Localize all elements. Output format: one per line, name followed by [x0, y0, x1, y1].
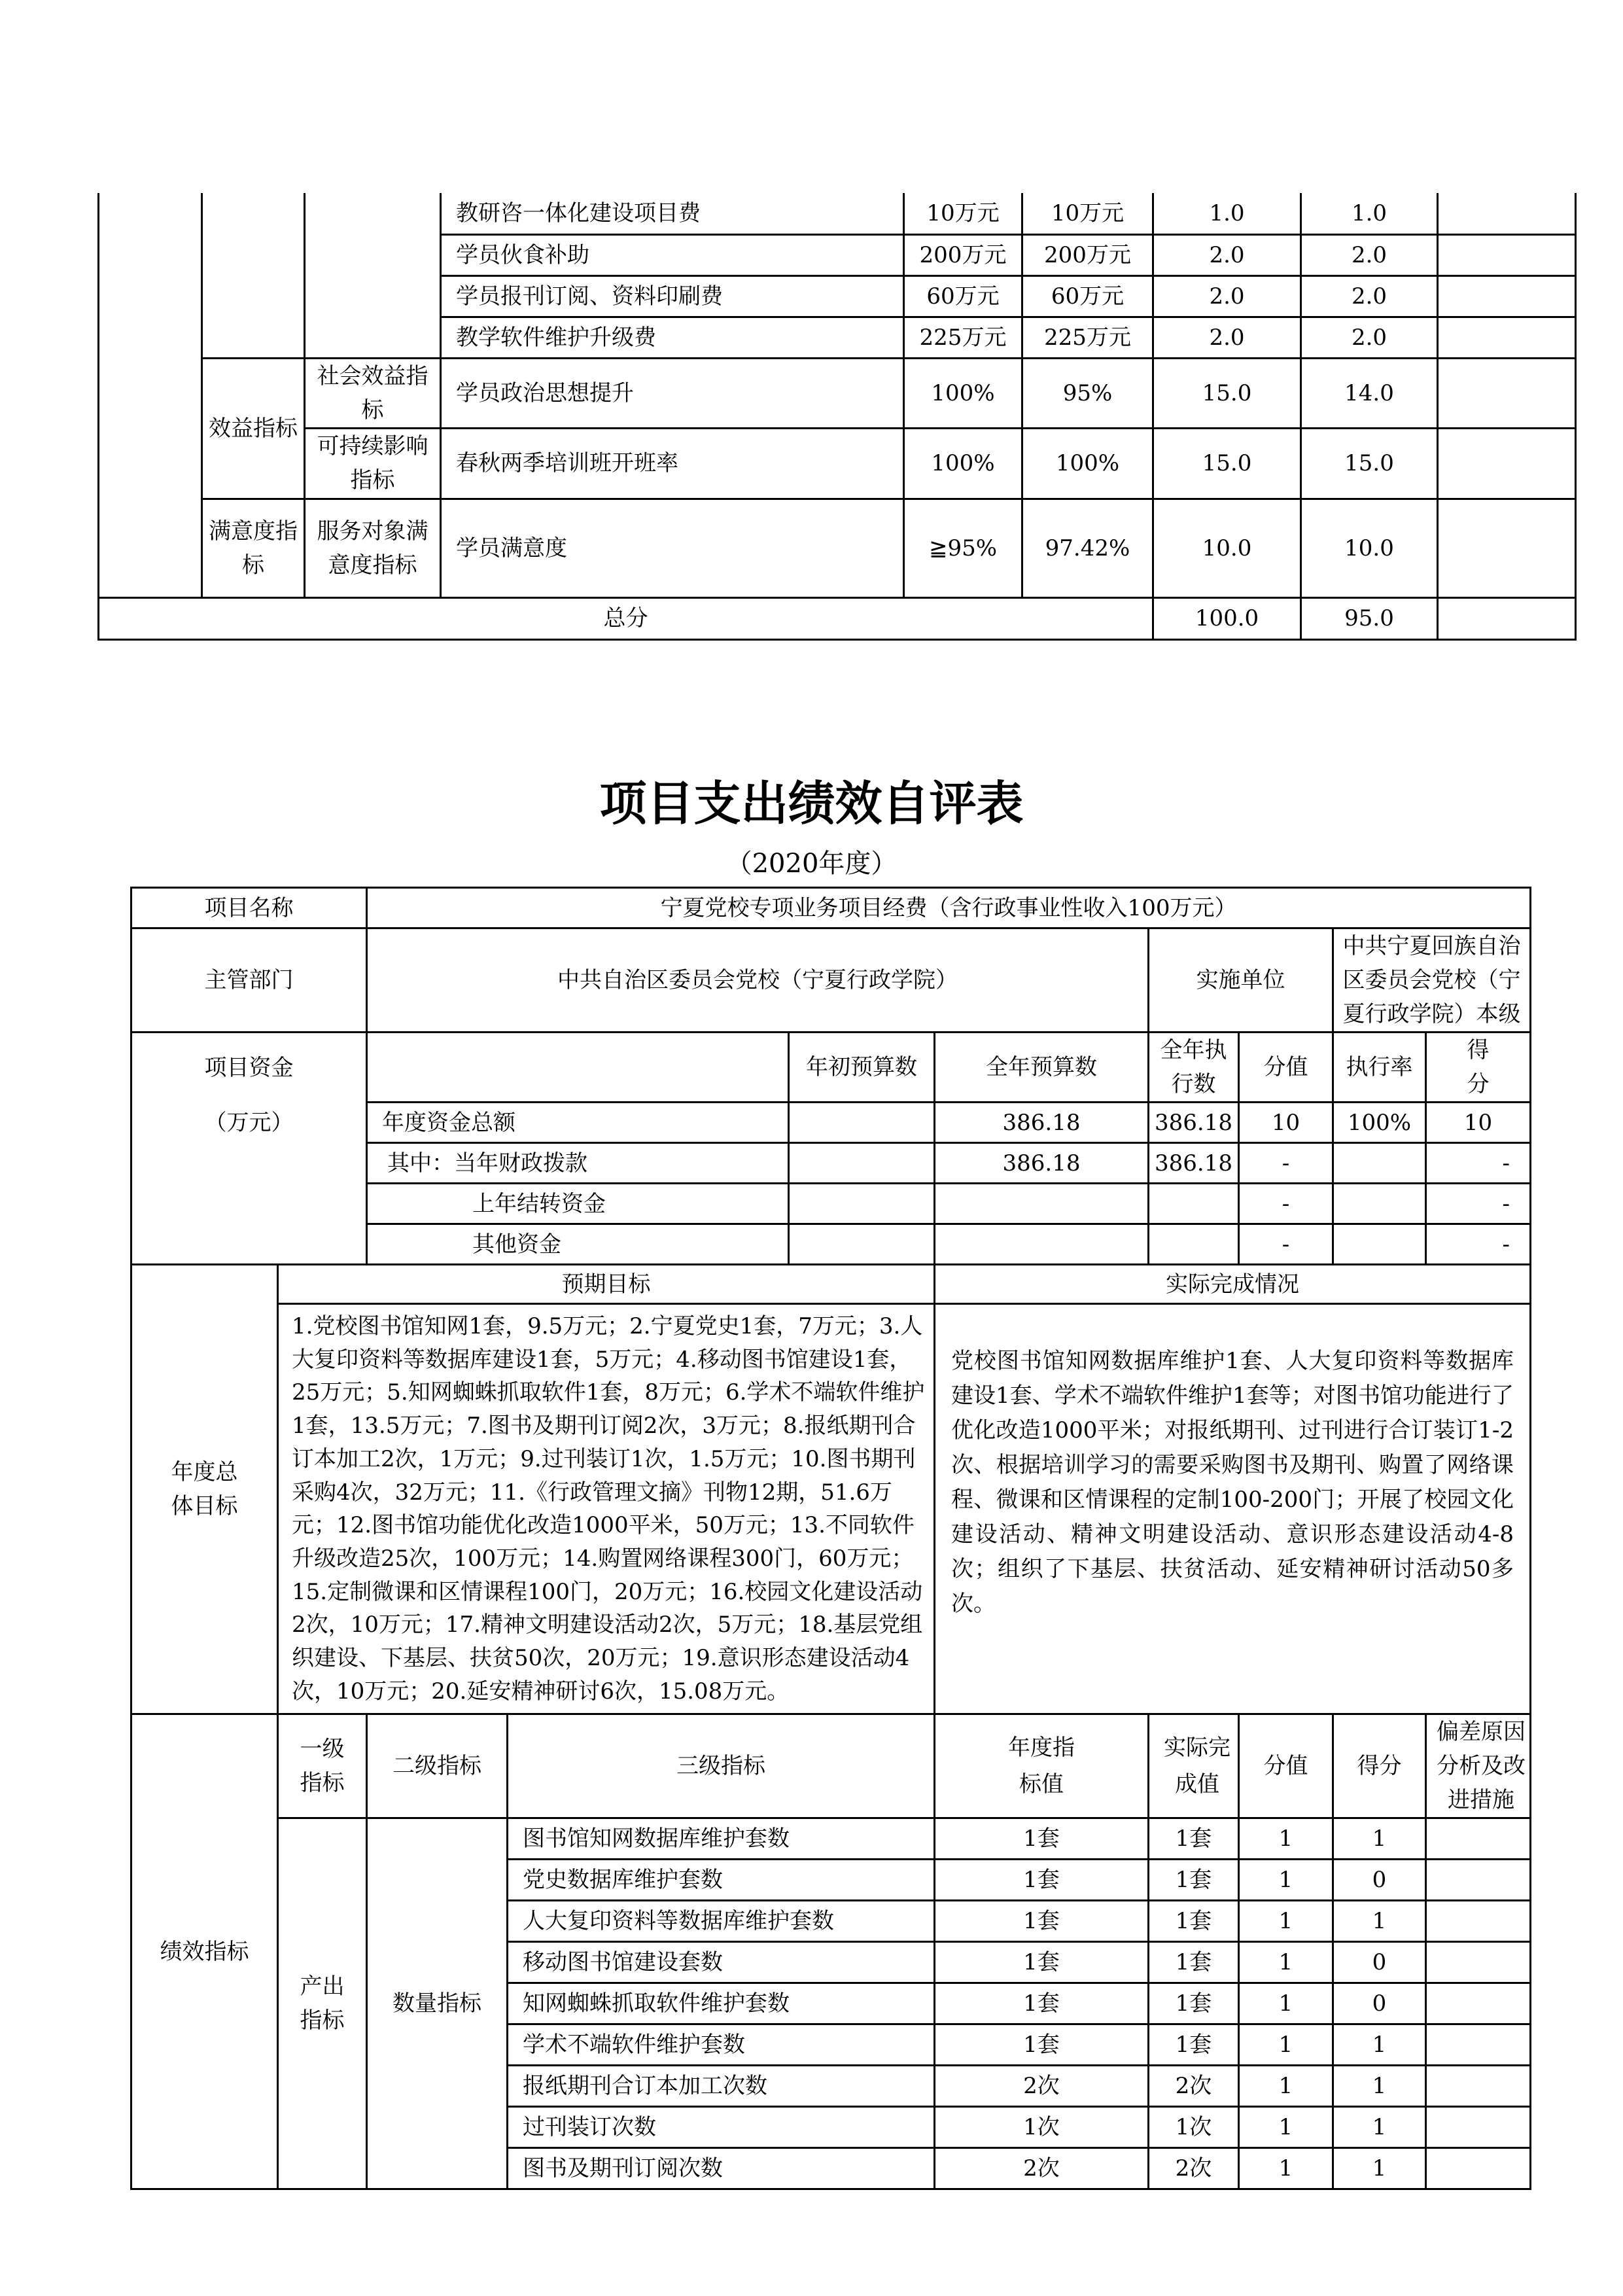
indicator-name: 学员报刊订阅、资料印刷费: [441, 275, 904, 317]
actual-value: 97.42%: [1022, 499, 1153, 597]
level3-group-cell: [305, 193, 441, 358]
perf-weight: 1: [1239, 1983, 1333, 2024]
level1-cell: [99, 193, 202, 597]
funds-rate: [1333, 1224, 1426, 1265]
funds-score-header: [1426, 1033, 1531, 1103]
funds-row-label: 其中：当年财政拨款: [367, 1143, 789, 1184]
perf-actual: 1次: [1149, 2107, 1239, 2148]
perf-target: 1次: [935, 2107, 1149, 2148]
indicator-name: 教学软件维护升级费: [441, 317, 904, 358]
perf-weight: 1: [1239, 1942, 1333, 1983]
level1-header: [278, 1714, 367, 1818]
weight-value: 2.0: [1153, 317, 1301, 358]
project-name-label: 项目名称: [131, 888, 367, 928]
actual-value-header: [1149, 1714, 1239, 1818]
total-label: 总分: [99, 597, 1153, 639]
funds-weight: -: [1239, 1184, 1333, 1224]
analysis-cell: [1438, 428, 1576, 499]
actual-value: 60万元: [1022, 275, 1153, 317]
weight-value: 2.0: [1153, 275, 1301, 317]
indicator-name: 学员满意度: [441, 499, 904, 597]
perf-weight: 1: [1239, 2066, 1333, 2107]
perf-actual: 1套: [1149, 1860, 1239, 1901]
executed-header: 全年执行数: [1149, 1033, 1239, 1103]
target-value: 225万元: [904, 317, 1022, 358]
project-funds-unit: （万元）: [204, 1110, 294, 1136]
perf-score: 0: [1333, 1860, 1426, 1901]
perf-weight-header: 分值: [1239, 1714, 1333, 1818]
funds-rate: [1333, 1184, 1426, 1224]
perf-target: 2次: [935, 2066, 1149, 2107]
funds-weight: -: [1239, 1224, 1333, 1265]
annual-target-header-text: 年度指标值: [1008, 1735, 1075, 1798]
implementing-unit-label: 实施单位: [1149, 928, 1333, 1033]
output-indicator-text: 产出指标: [300, 1973, 345, 2034]
perf-target: 1套: [935, 1983, 1149, 2024]
perf-weight: 1: [1239, 1901, 1333, 1942]
actual-value-header-text: 实际完成值: [1164, 1735, 1230, 1798]
actual-value: 100%: [1022, 428, 1153, 499]
weight-value: 10.0: [1153, 499, 1301, 597]
perf-target: 1套: [935, 2024, 1149, 2066]
weight-value: 15.0: [1153, 428, 1301, 499]
actual-value: 95%: [1022, 358, 1153, 428]
score-value: 15.0: [1301, 428, 1438, 499]
implementing-unit-value: 中共宁夏回族自治区委员会党校（宁夏行政学院）本级: [1333, 928, 1531, 1033]
funds-weight: -: [1239, 1143, 1333, 1184]
actual-value: 10万元: [1022, 193, 1153, 234]
analysis-cell: [1438, 317, 1576, 358]
expected-goal-header: 预期目标: [278, 1265, 935, 1304]
perf-analysis: [1426, 1983, 1531, 2024]
annual-goal-text: 年度总体目标: [171, 1459, 238, 1520]
actual-completion-header: 实际完成情况: [935, 1265, 1531, 1304]
performance-indicator-label: 绩效指标: [131, 1714, 278, 2189]
perf-indicator-name: 学术不端软件维护套数: [508, 2024, 935, 2066]
total-weight: 100.0: [1153, 597, 1301, 639]
perf-score: 1: [1333, 2107, 1426, 2148]
perf-analysis: [1426, 1942, 1531, 1983]
perf-actual: 1套: [1149, 2024, 1239, 2066]
satisfaction-indicator-label: 满意度指标: [202, 499, 305, 597]
funds-initial: [789, 1143, 935, 1184]
funds-row-label-header: [367, 1033, 789, 1103]
funds-initial: [789, 1184, 935, 1224]
funds-executed: 386.18: [1149, 1103, 1239, 1143]
perf-analysis: [1426, 2148, 1531, 2189]
perf-score: 0: [1333, 1983, 1426, 2024]
perf-actual: 2次: [1149, 2148, 1239, 2189]
weight-value: 15.0: [1153, 358, 1301, 428]
perf-actual: 2次: [1149, 2066, 1239, 2107]
project-funds-title: 项目资金: [204, 1055, 294, 1081]
actual-completion-text: 党校图书馆知网数据库维护1套、人大复印资料等数据库建设1套、学术不端软件维护1套等；对图书馆功能进行了优化改造1000平米；对报纸期刊、过刊进行合订装订1-2次、根据培训学习的需要采购图书及期刊、购置了网络课程、微课和区情课程的定制100-200门；开展了校园文化建设活动、精神文明建设活动、意识形态建设活动4-8次；组织了下基层、扶贫活动、延安精神研讨活动50多次。: [935, 1304, 1531, 1714]
level2-header: 二级指标: [367, 1714, 508, 1818]
perf-score: 1: [1333, 2066, 1426, 2107]
analysis-cell: [1438, 499, 1576, 597]
perf-indicator-name: 过刊装订次数: [508, 2107, 935, 2148]
perf-analysis: [1426, 1860, 1531, 1901]
perf-analysis: [1426, 1901, 1531, 1942]
target-value: 200万元: [904, 234, 1022, 275]
funds-score-header-text: 得分: [1467, 1037, 1490, 1097]
total-score: 95.0: [1301, 597, 1438, 639]
funds-initial: [789, 1103, 935, 1143]
funds-weight-header: 分值: [1239, 1033, 1333, 1103]
score-value: 2.0: [1301, 317, 1438, 358]
score-value: 2.0: [1301, 275, 1438, 317]
perf-weight: 1: [1239, 2107, 1333, 2148]
page-title: 项目支出绩效自评表: [599, 776, 1024, 831]
perf-actual: 1套: [1149, 1901, 1239, 1942]
perf-indicator-name: 报纸期刊合订本加工次数: [508, 2066, 935, 2107]
perf-score: 1: [1333, 2148, 1426, 2189]
project-funds-label: [131, 1033, 367, 1265]
score-value: 14.0: [1301, 358, 1438, 428]
indicator-name: 学员政治思想提升: [441, 358, 904, 428]
score-value: 10.0: [1301, 499, 1438, 597]
perf-indicator-name: 人大复印资料等数据库维护套数: [508, 1901, 935, 1942]
perf-target: 2次: [935, 2148, 1149, 2189]
perf-score: 1: [1333, 1818, 1426, 1860]
perf-target: 1套: [935, 1860, 1149, 1901]
target-value: 60万元: [904, 275, 1022, 317]
perf-score-header: 得分: [1333, 1714, 1426, 1818]
perf-score: 1: [1333, 2024, 1426, 2066]
target-value: 100%: [904, 358, 1022, 428]
analysis-cell: [1438, 234, 1576, 275]
perf-target: 1套: [935, 1901, 1149, 1942]
funds-score: -: [1426, 1143, 1531, 1184]
department-value: 中共自治区委员会党校（宁夏行政学院）: [367, 928, 1149, 1033]
funds-score: -: [1426, 1184, 1531, 1224]
target-value: 10万元: [904, 193, 1022, 234]
level2-cell: [202, 193, 305, 358]
service-satisfaction-label: 服务对象满意度指标: [305, 499, 441, 597]
department-label: 主管部门: [131, 928, 367, 1033]
funds-row-label: 其他资金: [367, 1224, 789, 1265]
perf-analysis: [1426, 2107, 1531, 2148]
indicator-name: 学员伙食补助: [441, 234, 904, 275]
score-value: 2.0: [1301, 234, 1438, 275]
perf-weight: 1: [1239, 2024, 1333, 2066]
level1-header-text: 一级指标: [300, 1736, 345, 1797]
deviation-analysis-header-text: 偏差原因分析及改进措施: [1437, 1719, 1526, 1814]
perf-score: 1: [1333, 1901, 1426, 1942]
benefit-indicator-label: 效益指标: [202, 358, 305, 499]
analysis-cell: [1438, 275, 1576, 317]
perf-indicator-name: 知网蜘蛛抓取软件维护套数: [508, 1983, 935, 2024]
performance-table-continued: [97, 193, 1577, 641]
funds-rate: 100%: [1333, 1103, 1426, 1143]
perf-weight: 1: [1239, 2148, 1333, 2189]
perf-score: 0: [1333, 1942, 1426, 1983]
actual-value: 200万元: [1022, 234, 1153, 275]
funds-full-budget: 386.18: [935, 1143, 1149, 1184]
perf-actual: 1套: [1149, 1818, 1239, 1860]
funds-executed: 386.18: [1149, 1143, 1239, 1184]
actual-value: 225万元: [1022, 317, 1153, 358]
deviation-analysis-header: [1426, 1714, 1531, 1818]
analysis-cell: [1438, 193, 1576, 234]
funds-executed: [1149, 1184, 1239, 1224]
weight-value: 1.0: [1153, 193, 1301, 234]
target-value: ≧95%: [904, 499, 1022, 597]
perf-indicator-name: 移动图书馆建设套数: [508, 1942, 935, 1983]
weight-value: 2.0: [1153, 234, 1301, 275]
self-evaluation-table: [130, 887, 1531, 2190]
sustainable-impact-label: 可持续影响指标: [305, 428, 441, 499]
perf-analysis: [1426, 1818, 1531, 1860]
perf-indicator-name: 党史数据库维护套数: [508, 1860, 935, 1901]
perf-actual: 1套: [1149, 1983, 1239, 2024]
annual-goal-label: [131, 1265, 278, 1714]
perf-actual: 1套: [1149, 1942, 1239, 1983]
funds-score: 10: [1426, 1103, 1531, 1143]
quantity-indicator-label: 数量指标: [367, 1818, 508, 2189]
funds-full-budget: [935, 1224, 1149, 1265]
funds-rate: [1333, 1143, 1426, 1184]
indicator-name: 春秋两季培训班开班率: [441, 428, 904, 499]
indicator-name: 教研咨一体化建设项目费: [441, 193, 904, 234]
funds-row-label: 上年结转资金: [367, 1184, 789, 1224]
funds-executed: [1149, 1224, 1239, 1265]
perf-target: 1套: [935, 1818, 1149, 1860]
score-value: 1.0: [1301, 193, 1438, 234]
annual-target-header: [935, 1714, 1149, 1818]
funds-weight: 10: [1239, 1103, 1333, 1143]
initial-budget-header: 年初预算数: [789, 1033, 935, 1103]
perf-analysis: [1426, 2066, 1531, 2107]
output-indicator-label: [278, 1818, 367, 2189]
perf-target: 1套: [935, 1942, 1149, 1983]
total-analysis: [1438, 597, 1576, 639]
exec-rate-header: 执行率: [1333, 1033, 1426, 1103]
funds-score: -: [1426, 1224, 1531, 1265]
analysis-cell: [1438, 358, 1576, 428]
perf-weight: 1: [1239, 1860, 1333, 1901]
level3-header: 三级指标: [508, 1714, 935, 1818]
perf-indicator-name: 图书及期刊订阅次数: [508, 2148, 935, 2189]
full-budget-header: 全年预算数: [935, 1033, 1149, 1103]
funds-full-budget: 386.18: [935, 1103, 1149, 1143]
social-benefit-label: 社会效益指标: [305, 358, 441, 428]
funds-initial: [789, 1224, 935, 1265]
funds-row-label: 年度资金总额: [367, 1103, 789, 1143]
funds-full-budget: [935, 1184, 1149, 1224]
perf-weight: 1: [1239, 1818, 1333, 1860]
perf-indicator-name: 图书馆知网数据库维护套数: [508, 1818, 935, 1860]
expected-goal-text: 1.党校图书馆知网1套，9.5万元；2.宁夏党史1套，7万元；3.人大复印资料等数据库建设1套，5万元；4.移动图书馆建设1套，25万元；5.知网蜘蛛抓取软件1套，8万元；6.学术不端软件维护1套，13.5万元；7.图书及期刊订阅2次，3万元；8.报纸期刊合订本加工2次，1万元；9.过刊装订1次，1.5万元；10.图书期刊采购4次，32万元；11.《行政管理文摘》刊物12期，51.6万元；12.图书馆功能优化改造1000平米，50万元；13.不同软件升级改造25次，100万元；14.购置网络课程300门，60万元；15.定制微课和区情课程100门，20万元；16.校园文化建设活动2次，10万元；17.精神文明建设活动2次，5万元；18.基层党组织建设、下基层、扶贫50次，20万元；19.意识形态建设活动4次，10万元；20.延安精神研讨6次，15.08万元。: [278, 1304, 935, 1714]
project-name-value: 宁夏党校专项业务项目经费（含行政事业性收入100万元）: [367, 888, 1531, 928]
perf-analysis: [1426, 2024, 1531, 2066]
target-value: 100%: [904, 428, 1022, 499]
page-subtitle: （2020年度）: [725, 849, 898, 879]
